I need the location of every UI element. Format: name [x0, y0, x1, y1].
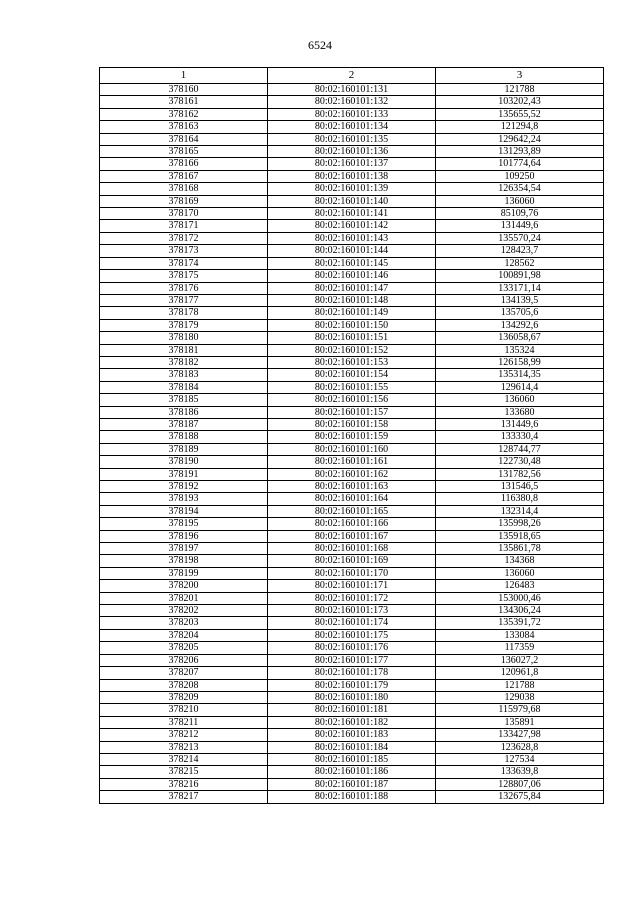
record-number-cell: 378168 — [100, 183, 268, 195]
value-cell: 122730,48 — [436, 456, 604, 468]
cadastral-number-cell: 80:02:160101:150 — [268, 319, 436, 331]
value-cell: 136058,67 — [436, 332, 604, 344]
table-row — [100, 369, 604, 381]
value-cell: 117359 — [436, 642, 604, 654]
value-cell: 126354,54 — [436, 183, 604, 195]
cadastral-number-cell: 80:02:160101:153 — [268, 356, 436, 368]
cadastral-number-cell: 80:02:160101:183 — [268, 729, 436, 741]
record-number-cell: 378170 — [100, 208, 268, 220]
table-row — [100, 592, 604, 604]
value-cell: 131546,5 — [436, 481, 604, 493]
table-row — [100, 729, 604, 741]
table-row — [100, 170, 604, 182]
table-row — [100, 691, 604, 703]
table-row — [100, 617, 604, 629]
cadastral-number-cell: 80:02:160101:144 — [268, 245, 436, 257]
record-number-cell: 378209 — [100, 691, 268, 703]
value-cell: 134139,5 — [436, 294, 604, 306]
cadastral-number-cell: 80:02:160101:158 — [268, 418, 436, 430]
table-row — [100, 580, 604, 592]
record-number-cell: 378189 — [100, 443, 268, 455]
table-header — [100, 68, 604, 84]
table-row — [100, 642, 604, 654]
value-cell: 131293,89 — [436, 146, 604, 158]
cadastral-number-cell: 80:02:160101:172 — [268, 592, 436, 604]
cadastral-number-cell: 80:02:160101:188 — [268, 791, 436, 803]
record-number-cell: 378196 — [100, 530, 268, 542]
cadastral-number-cell: 80:02:160101:186 — [268, 766, 436, 778]
cadastral-number-cell: 80:02:160101:147 — [268, 282, 436, 294]
table-row — [100, 356, 604, 368]
record-number-cell: 378201 — [100, 592, 268, 604]
record-number-cell: 378195 — [100, 518, 268, 530]
table-row — [100, 406, 604, 418]
value-cell: 135314,35 — [436, 369, 604, 381]
cadastral-number-cell: 80:02:160101:178 — [268, 667, 436, 679]
record-number-cell: 378206 — [100, 654, 268, 666]
value-cell: 153000,46 — [436, 592, 604, 604]
value-cell: 127534 — [436, 753, 604, 765]
cadastral-number-cell: 80:02:160101:185 — [268, 753, 436, 765]
value-cell: 109250 — [436, 170, 604, 182]
cadastral-number-cell: 80:02:160101:174 — [268, 617, 436, 629]
table-row — [100, 704, 604, 716]
value-cell: 133330,4 — [436, 431, 604, 443]
table-row — [100, 605, 604, 617]
cadastral-number-cell: 80:02:160101:145 — [268, 257, 436, 269]
cadastral-number-cell: 80:02:160101:142 — [268, 220, 436, 232]
table-row — [100, 319, 604, 331]
table-row — [100, 530, 604, 542]
value-cell: 126483 — [436, 580, 604, 592]
record-number-cell: 378199 — [100, 567, 268, 579]
record-number-cell: 378197 — [100, 543, 268, 555]
value-cell: 135570,24 — [436, 232, 604, 244]
value-cell: 128744,77 — [436, 443, 604, 455]
table-row — [100, 791, 604, 803]
column-header-1: 1 — [100, 68, 268, 84]
table-row — [100, 381, 604, 393]
record-number-cell: 378165 — [100, 146, 268, 158]
table-row — [100, 629, 604, 641]
table-row — [100, 183, 604, 195]
table-row — [100, 654, 604, 666]
cadastral-number-cell: 80:02:160101:154 — [268, 369, 436, 381]
value-cell: 103202,43 — [436, 96, 604, 108]
cadastral-number-cell: 80:02:160101:131 — [268, 84, 436, 96]
cadastral-number-cell: 80:02:160101:175 — [268, 629, 436, 641]
record-number-cell: 378163 — [100, 121, 268, 133]
cadastral-number-cell: 80:02:160101:182 — [268, 716, 436, 728]
value-cell: 135324 — [436, 344, 604, 356]
table-body — [100, 84, 604, 804]
value-cell: 131449,6 — [436, 220, 604, 232]
value-cell: 136060 — [436, 394, 604, 406]
record-number-cell: 378186 — [100, 406, 268, 418]
table-row — [100, 220, 604, 232]
table-row — [100, 555, 604, 567]
value-cell: 115979,68 — [436, 704, 604, 716]
value-cell: 120961,8 — [436, 667, 604, 679]
cadastral-number-cell: 80:02:160101:148 — [268, 294, 436, 306]
record-number-cell: 378205 — [100, 642, 268, 654]
record-number-cell: 378207 — [100, 667, 268, 679]
cadastral-number-cell: 80:02:160101:135 — [268, 133, 436, 145]
table-row — [100, 418, 604, 430]
cadastral-number-cell: 80:02:160101:140 — [268, 195, 436, 207]
value-cell: 129614,4 — [436, 381, 604, 393]
table-row — [100, 208, 604, 220]
record-number-cell: 378202 — [100, 605, 268, 617]
cadastral-number-cell: 80:02:160101:138 — [268, 170, 436, 182]
table-row — [100, 121, 604, 133]
cadastral-number-cell: 80:02:160101:176 — [268, 642, 436, 654]
value-cell: 131449,6 — [436, 418, 604, 430]
cadastral-number-cell: 80:02:160101:134 — [268, 121, 436, 133]
record-number-cell: 378212 — [100, 729, 268, 741]
cadastral-number-cell: 80:02:160101:136 — [268, 146, 436, 158]
table-row — [100, 505, 604, 517]
cadastral-number-cell: 80:02:160101:141 — [268, 208, 436, 220]
record-number-cell: 378190 — [100, 456, 268, 468]
cadastral-number-cell: 80:02:160101:160 — [268, 443, 436, 455]
cadastral-number-cell: 80:02:160101:146 — [268, 270, 436, 282]
table-row — [100, 146, 604, 158]
cadastral-number-cell: 80:02:160101:139 — [268, 183, 436, 195]
table-row — [100, 332, 604, 344]
value-cell: 100891,98 — [436, 270, 604, 282]
table-row — [100, 294, 604, 306]
value-cell: 136060 — [436, 567, 604, 579]
record-number-cell: 378181 — [100, 344, 268, 356]
cadastral-number-cell: 80:02:160101:162 — [268, 468, 436, 480]
cadastral-number-cell: 80:02:160101:137 — [268, 158, 436, 170]
value-cell: 135998,26 — [436, 518, 604, 530]
value-cell: 126158,99 — [436, 356, 604, 368]
cadastral-number-cell: 80:02:160101:161 — [268, 456, 436, 468]
record-number-cell: 378161 — [100, 96, 268, 108]
cadastral-number-cell: 80:02:160101:179 — [268, 679, 436, 691]
value-cell: 128423,7 — [436, 245, 604, 257]
record-number-cell: 378203 — [100, 617, 268, 629]
value-cell: 135655,52 — [436, 108, 604, 120]
table-row — [100, 667, 604, 679]
cadastral-number-cell: 80:02:160101:181 — [268, 704, 436, 716]
value-cell: 121788 — [436, 84, 604, 96]
cadastral-number-cell: 80:02:160101:156 — [268, 394, 436, 406]
cadastral-number-cell: 80:02:160101:164 — [268, 493, 436, 505]
value-cell: 135918,65 — [436, 530, 604, 542]
record-number-cell: 378213 — [100, 741, 268, 753]
record-number-cell: 378162 — [100, 108, 268, 120]
table-row — [100, 741, 604, 753]
value-cell: 123628,8 — [436, 741, 604, 753]
table-row — [100, 133, 604, 145]
value-cell: 101774,64 — [436, 158, 604, 170]
record-number-cell: 378183 — [100, 369, 268, 381]
value-cell: 128807,06 — [436, 778, 604, 790]
cadastral-number-cell: 80:02:160101:165 — [268, 505, 436, 517]
record-number-cell: 378214 — [100, 753, 268, 765]
table-row — [100, 96, 604, 108]
cadastral-number-cell: 80:02:160101:159 — [268, 431, 436, 443]
value-cell: 133639,8 — [436, 766, 604, 778]
record-number-cell: 378216 — [100, 778, 268, 790]
value-cell: 85109,76 — [436, 208, 604, 220]
table-row — [100, 456, 604, 468]
cadastral-number-cell: 80:02:160101:184 — [268, 741, 436, 753]
record-number-cell: 378204 — [100, 629, 268, 641]
table-row — [100, 443, 604, 455]
record-number-cell: 378192 — [100, 481, 268, 493]
table-row — [100, 679, 604, 691]
table-row — [100, 493, 604, 505]
value-cell: 133084 — [436, 629, 604, 641]
value-cell: 134368 — [436, 555, 604, 567]
table-row — [100, 270, 604, 282]
record-number-cell: 378211 — [100, 716, 268, 728]
cadastral-number-cell: 80:02:160101:149 — [268, 307, 436, 319]
table-row — [100, 84, 604, 96]
record-number-cell: 378185 — [100, 394, 268, 406]
value-cell: 136027,2 — [436, 654, 604, 666]
table-row — [100, 481, 604, 493]
record-number-cell: 378167 — [100, 170, 268, 182]
record-number-cell: 378198 — [100, 555, 268, 567]
value-cell: 116380,8 — [436, 493, 604, 505]
record-number-cell: 378175 — [100, 270, 268, 282]
cadastral-number-cell: 80:02:160101:133 — [268, 108, 436, 120]
table-row — [100, 753, 604, 765]
value-cell: 134292,6 — [436, 319, 604, 331]
cadastral-number-cell: 80:02:160101:168 — [268, 543, 436, 555]
table-row — [100, 567, 604, 579]
record-number-cell: 378166 — [100, 158, 268, 170]
value-cell: 132675,84 — [436, 791, 604, 803]
value-cell: 133427,98 — [436, 729, 604, 741]
cadastral-number-cell: 80:02:160101:152 — [268, 344, 436, 356]
value-cell: 136060 — [436, 195, 604, 207]
cadastral-number-cell: 80:02:160101:169 — [268, 555, 436, 567]
table-row — [100, 778, 604, 790]
record-number-cell: 378200 — [100, 580, 268, 592]
table-row — [100, 282, 604, 294]
page-number: 6524 — [308, 38, 332, 52]
table-row — [100, 431, 604, 443]
record-number-cell: 378171 — [100, 220, 268, 232]
record-number-cell: 378174 — [100, 257, 268, 269]
cadastral-number-cell: 80:02:160101:177 — [268, 654, 436, 666]
cadastral-number-cell: 80:02:160101:167 — [268, 530, 436, 542]
table-row — [100, 394, 604, 406]
record-number-cell: 378217 — [100, 791, 268, 803]
table-row — [100, 257, 604, 269]
table-row — [100, 518, 604, 530]
value-cell: 129642,24 — [436, 133, 604, 145]
cadastral-number-cell: 80:02:160101:163 — [268, 481, 436, 493]
value-cell: 135861,78 — [436, 543, 604, 555]
value-cell: 134306,24 — [436, 605, 604, 617]
column-header-2: 2 — [268, 68, 436, 84]
record-number-cell: 378191 — [100, 468, 268, 480]
cadastral-number-cell: 80:02:160101:173 — [268, 605, 436, 617]
table-row — [100, 195, 604, 207]
record-number-cell: 378179 — [100, 319, 268, 331]
table-row — [100, 766, 604, 778]
value-cell: 128562 — [436, 257, 604, 269]
cadastral-number-cell: 80:02:160101:157 — [268, 406, 436, 418]
cadastral-number-cell: 80:02:160101:180 — [268, 691, 436, 703]
value-cell: 129038 — [436, 691, 604, 703]
value-cell: 133171,14 — [436, 282, 604, 294]
record-number-cell: 378182 — [100, 356, 268, 368]
registry-table — [99, 67, 604, 804]
value-cell: 135391,72 — [436, 617, 604, 629]
table-row — [100, 245, 604, 257]
table-row — [100, 716, 604, 728]
record-number-cell: 378187 — [100, 418, 268, 430]
record-number-cell: 378172 — [100, 232, 268, 244]
record-number-cell: 378184 — [100, 381, 268, 393]
table-row — [100, 108, 604, 120]
record-number-cell: 378180 — [100, 332, 268, 344]
record-number-cell: 378173 — [100, 245, 268, 257]
value-cell: 133680 — [436, 406, 604, 418]
cadastral-number-cell: 80:02:160101:170 — [268, 567, 436, 579]
record-number-cell: 378210 — [100, 704, 268, 716]
record-number-cell: 378208 — [100, 679, 268, 691]
column-header-3: 3 — [436, 68, 604, 84]
cadastral-number-cell: 80:02:160101:187 — [268, 778, 436, 790]
value-cell: 121294,8 — [436, 121, 604, 133]
table-row — [100, 468, 604, 480]
record-number-cell: 378177 — [100, 294, 268, 306]
value-cell: 135705,6 — [436, 307, 604, 319]
value-cell: 121788 — [436, 679, 604, 691]
record-number-cell: 378193 — [100, 493, 268, 505]
record-number-cell: 378164 — [100, 133, 268, 145]
record-number-cell: 378169 — [100, 195, 268, 207]
cadastral-number-cell: 80:02:160101:166 — [268, 518, 436, 530]
value-cell: 132314,4 — [436, 505, 604, 517]
cadastral-number-cell: 80:02:160101:151 — [268, 332, 436, 344]
record-number-cell: 378215 — [100, 766, 268, 778]
cadastral-number-cell: 80:02:160101:171 — [268, 580, 436, 592]
table-row — [100, 232, 604, 244]
table-row — [100, 543, 604, 555]
table-row — [100, 158, 604, 170]
table-row — [100, 344, 604, 356]
cadastral-number-cell: 80:02:160101:143 — [268, 232, 436, 244]
cadastral-number-cell: 80:02:160101:132 — [268, 96, 436, 108]
record-number-cell: 378176 — [100, 282, 268, 294]
record-number-cell: 378160 — [100, 84, 268, 96]
cadastral-number-cell: 80:02:160101:155 — [268, 381, 436, 393]
record-number-cell: 378178 — [100, 307, 268, 319]
value-cell: 135891 — [436, 716, 604, 728]
record-number-cell: 378188 — [100, 431, 268, 443]
table-row — [100, 307, 604, 319]
value-cell: 131782,56 — [436, 468, 604, 480]
record-number-cell: 378194 — [100, 505, 268, 517]
header-row — [100, 68, 604, 84]
